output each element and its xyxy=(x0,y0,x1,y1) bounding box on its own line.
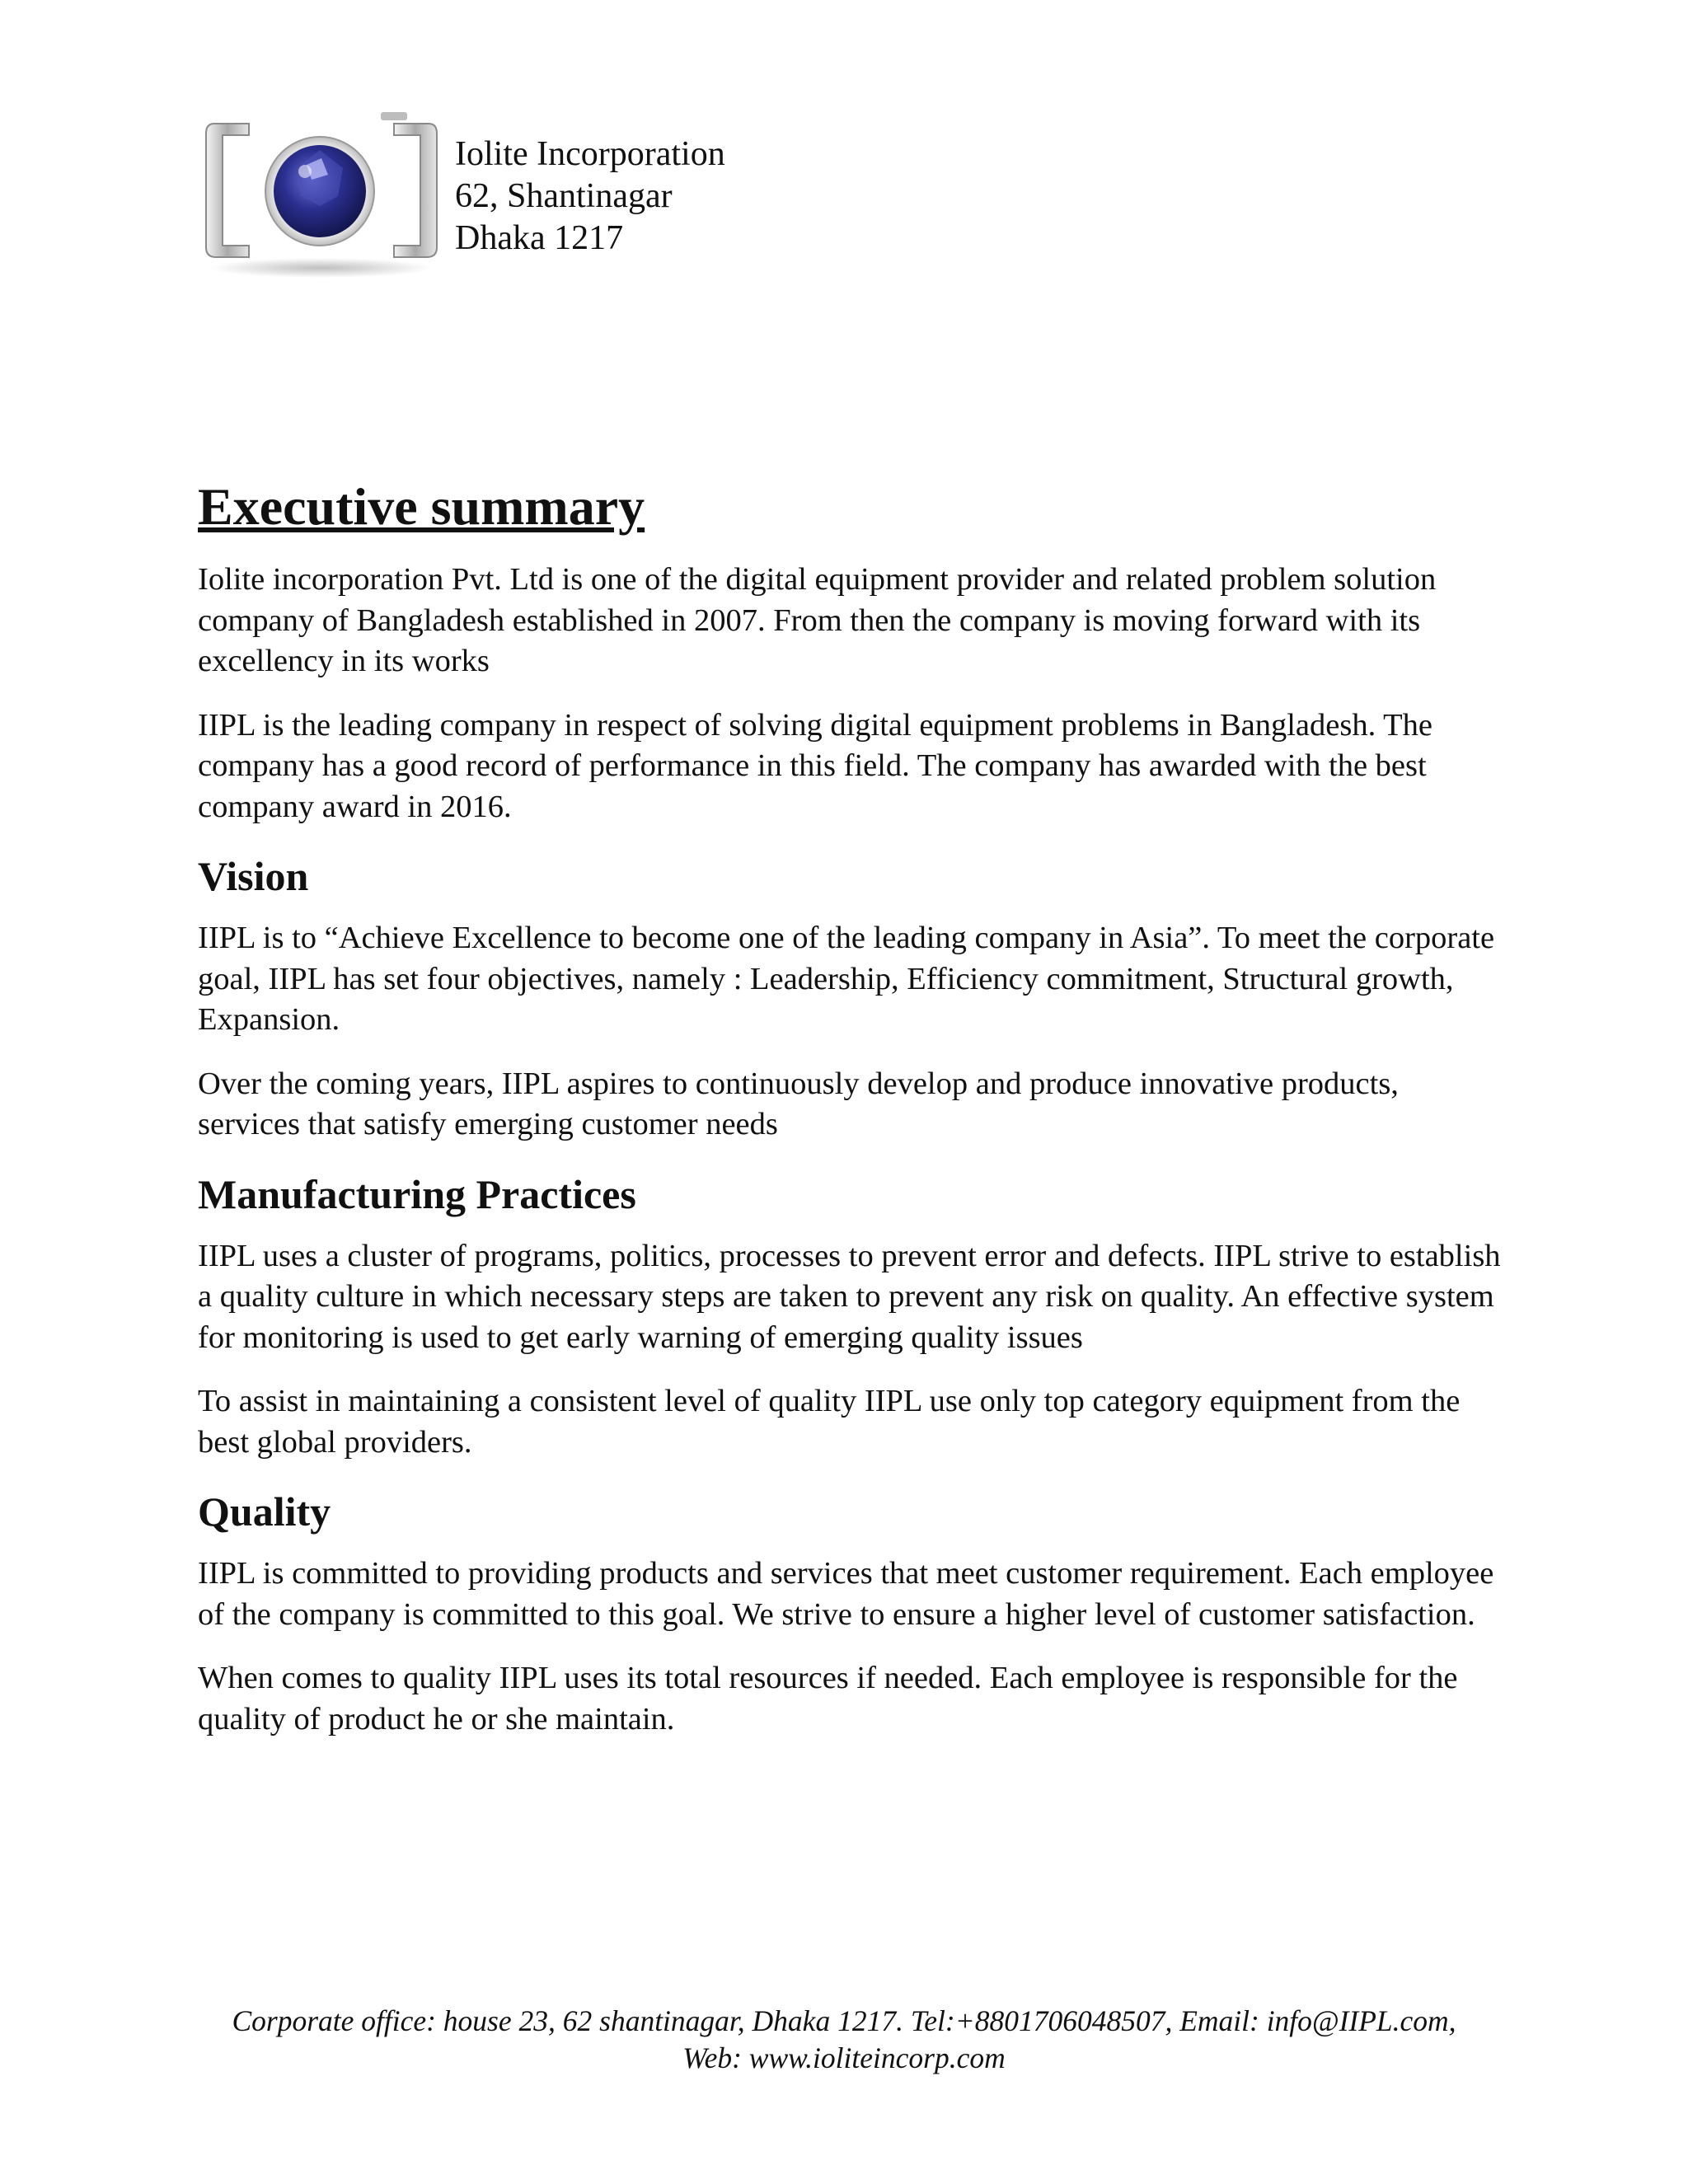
page-footer xyxy=(0,2003,1688,2077)
document-body xyxy=(198,474,1508,1763)
quality-heading: Quality xyxy=(198,1488,331,1535)
vision-paragraph-2: Over the coming years, IIPL aspires to continuously develop and produce innovative products, services that satisfy emerging customer needs xyxy=(198,1066,1399,1141)
summary-paragraph-1: Iolite incorporation Pvt. Ltd is one of the digital equipment provider and related problem solution company of Bangladesh established in 2007. From then the company is moving forward with its excellency in its works xyxy=(198,562,1437,678)
company-name: Iolite Incorporation xyxy=(455,135,725,173)
company-street: 62, Shantinagar xyxy=(455,177,673,215)
manufacturing-heading: Manufacturing Practices xyxy=(198,1170,636,1217)
vision-heading: Vision xyxy=(198,853,309,899)
footer-contact-line: Corporate office: house 23, 62 shantinagar, Dhaka 1217. Tel:+8801706048507, Email: info@IIPL.com, xyxy=(232,2004,1456,2037)
vision-paragraph-1: IIPL is to “Achieve Excellence to become one of the leading company in Asia”. To meet the corporate goal, IIPL has set four objectives, namely : Leadership, Efficiency commitment, Structural growth, Expansion. xyxy=(198,921,1495,1037)
page-title: Executive summary xyxy=(198,477,645,536)
quality-paragraph-1: IIPL is committed to providing products and services that meet customer requirement. Each employee of the company is committed to this goal. We strive to ensure a higher level of customer satisfaction. xyxy=(198,1556,1494,1632)
company-city: Dhaka 1217 xyxy=(455,219,624,257)
company-address xyxy=(455,134,725,260)
quality-paragraph-2: When comes to quality IIPL uses its total resources if needed. Each employee is responsible for the quality of product he or she maintain. xyxy=(198,1661,1458,1736)
camera-gem-logo-icon xyxy=(198,99,445,280)
manufacturing-paragraph-2: To assist in maintaining a consistent level of quality IIPL use only top category equipment from the best global providers. xyxy=(198,1384,1461,1460)
manufacturing-paragraph-1: IIPL uses a cluster of programs, politics, processes to prevent error and defects. IIPL strive to establish a quality culture in which necessary steps are taken to prevent any risk on quality. An effective system for monitoring is used to get early warning of emerging quality issues xyxy=(198,1238,1501,1355)
summary-paragraph-2: IIPL is the leading company in respect of solving digital equipment problems in Bangladesh. The company has a good record of performance in this field. The company has awarded with the best company award in 2016. xyxy=(198,707,1432,824)
footer-web-line: Web: www.ioliteincorp.com xyxy=(682,2041,1006,2074)
